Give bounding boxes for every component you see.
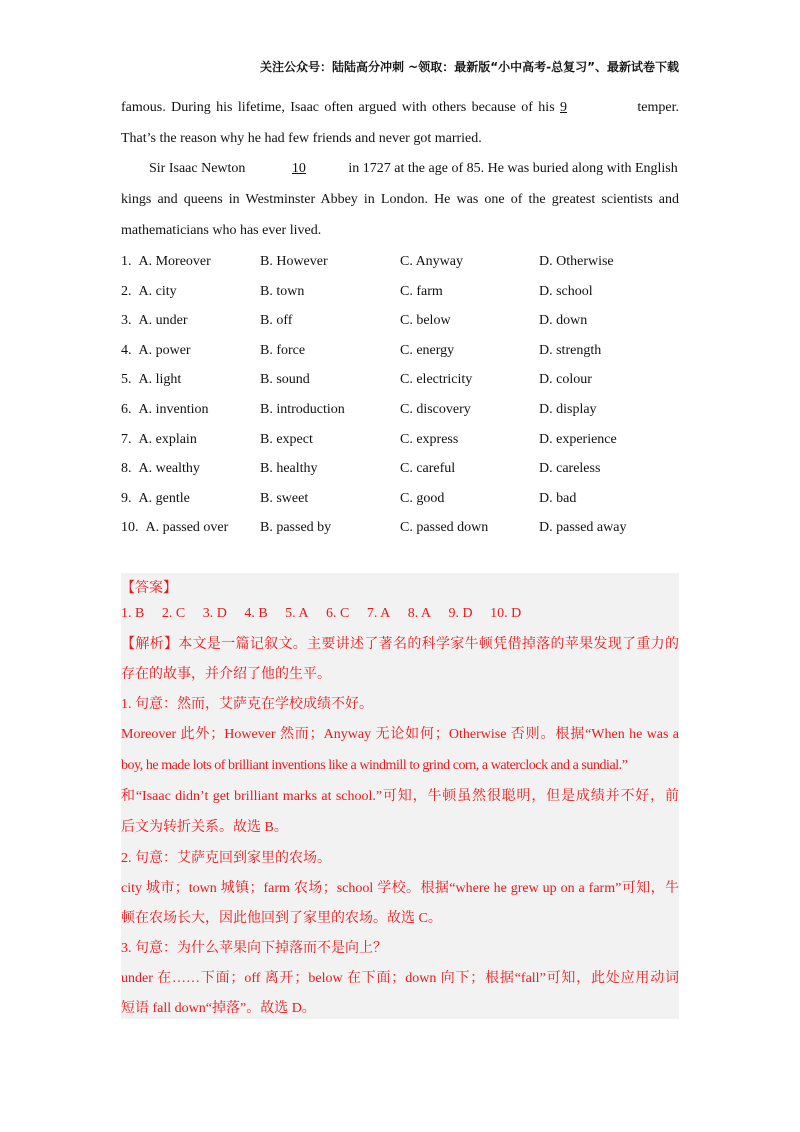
option-b: B. sweet [260,490,309,506]
answer-section [121,573,679,1019]
option-d: D. display [539,401,597,417]
answer-item: 7. A [366,606,391,621]
answer-item: 9. D [448,606,473,621]
option-c: C. energy [400,342,455,358]
option-d: D. strength [539,342,602,358]
question-row: 7. A. explain B. expect C. express D. experience [121,425,681,455]
blank-9: 9 [560,100,568,115]
passage-text: temper. [637,100,679,115]
passage-text: Sir Isaac Newton [149,161,246,176]
analysis-line: 顿在农场长大，因此他回到了家里的农场。故选 C。 [121,911,442,926]
option-d: D. school [539,283,593,299]
analysis-line: 存在的故事，并介绍了他的生平。 [121,667,331,682]
option-c: C. below [400,313,451,329]
question-row: 8. A. wealthy B. healthy C. careful D. careless [121,454,681,484]
option-b: B. healthy [260,461,318,477]
option-b: B. However [260,254,328,269]
option-b: B. passed by [260,520,332,536]
analysis-line: boy, he made lots of brilliant inventions like a windmill to grind corn, a waterclock and a sundial.” [121,758,628,773]
question-row: 3. A. under B. off C. below D. down [121,306,681,336]
analysis-line: 【解析】本文是一篇记叙文。主要讲述了著名的科学家牛顿凭借掉落的苹果发现了重力的 [121,637,679,652]
option-d: D. bad [539,490,577,506]
analysis-line: under 在……下面；off 离开；below 在下面；down 向下；根据“fall”可知，此处应用动词 [121,971,679,986]
question-row: 5. A. light B. sound C. electricity D. colour [121,365,681,395]
option-d: D. careless [539,461,601,477]
passage-line: That’s the reason why he had few friends and never got married. [121,131,482,146]
analysis-line: Moreover 此外；However 然而；Anyway 无论如何；Otherwise 否则。根据“When he was a [121,727,679,742]
option-c: C. electricity [400,372,473,388]
question-row: 4. A. power B. force C. energy D. strength [121,336,681,366]
answer-item: 6. C [326,606,350,621]
passage-line [121,92,679,123]
answer-item: 8. A [407,606,432,621]
option-c: C. express [400,431,459,447]
option-d: D. colour [539,372,592,388]
option-b: B. force [260,342,306,358]
option-c: C. discovery [400,401,471,417]
option-b: B. off [260,313,293,329]
option-c: C. careful [400,461,456,477]
question-row: 6. A. invention B. introduction C. discovery D. display [121,395,681,425]
question-row: 9. A. gentle B. sweet C. good D. bad [121,484,681,514]
passage-line: kings and queens in Westminster Abbey in London. He was one of the greatest scientists and [121,192,679,207]
analysis-line: 后文为转折关系。故选 B。 [121,820,288,835]
answer-item: 1. B [121,606,145,621]
answer-title: 【答案】 [121,581,177,596]
option-b: B. sound [260,372,310,388]
option-c: C. Anyway [400,254,463,269]
answer-item: 10. D [490,606,522,621]
answer-item: 5. A [285,606,309,621]
analysis-line: 2. 句意：艾萨克回到家里的农场。 [121,851,331,866]
blank-10: 10 [291,161,306,176]
passage-line: mathematicians who has ever lived. [121,223,322,238]
option-b: B. town [260,283,305,299]
option-c: C. passed down [400,520,489,536]
question-row: 10. A. passed over B. passed by C. passed down D. passed away [121,513,681,543]
passage-text: in 1727 at the age of 85. He was buried along with English [348,161,678,176]
page-header: 关注公众号：陆陆高分冲刺 ~领取：最新版“小中高考-总复习”、最新试卷下载 [260,60,679,74]
passage-line [121,153,679,184]
question-row: 2. A. city B. town C. farm D. school [121,277,681,307]
question-row: 1. A. Moreover B. However C. Anyway D. Otherwise [121,247,681,277]
passage-text: famous. During his lifetime, Isaac often argued with others because of his [121,100,555,115]
answer-item: 2. C [161,606,186,621]
analysis-line: 1. 句意：然而，艾萨克在学校成绩不好。 [121,697,373,712]
analysis-line: 3. 句意：为什么苹果向下掉落而不是向上？ [121,941,387,956]
option-b: B. introduction [260,401,345,417]
option-d: D. Otherwise [539,254,614,269]
answer-item: 4. B [244,606,268,621]
option-b: B. expect [260,431,313,447]
answer-item: 3. D [202,606,227,621]
analysis-line: 短语 fall down“掉落”。故选 D。 [121,1001,316,1016]
option-c: C. farm [400,283,443,299]
option-c: C. good [400,490,445,506]
analysis-line: city 城市；town 城镇；farm 农场；school 学校。根据“where he grew up on a farm”可知，牛 [121,881,679,896]
answer-list [121,604,679,624]
option-d: D. experience [539,431,617,447]
option-d: D. down [539,313,588,329]
options-list [121,247,681,543]
option-d: D. passed away [539,520,627,536]
analysis-line: 和“Isaac didn’t get brilliant marks at school.”可知，牛顿虽然很聪明，但是成绩并不好，前 [121,789,679,804]
